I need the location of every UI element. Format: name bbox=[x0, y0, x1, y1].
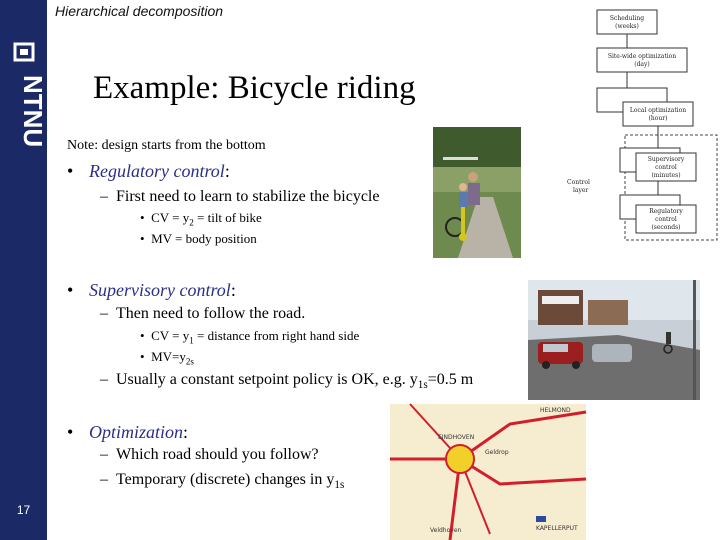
supervisory-heading: Supervisory control bbox=[89, 280, 231, 300]
note-text: Note: design starts from the bottom bbox=[67, 138, 266, 153]
svg-text:Local optimization: Local optimization bbox=[629, 107, 687, 114]
supervisory-sub-text: Then need to follow the road. bbox=[116, 305, 306, 322]
optimization-subpoint-1: – Which road should you follow? bbox=[100, 446, 319, 463]
colon: : bbox=[183, 422, 189, 442]
supervisory-mv: • $MV=y_{2s}$ bbox=[140, 349, 194, 367]
svg-text:Control: Control bbox=[567, 179, 590, 186]
regulatory-mv: • MV = body position bbox=[140, 231, 257, 246]
bullet-icon: • bbox=[67, 161, 74, 181]
bullet-icon: • bbox=[67, 422, 74, 442]
cv-desc: = distance from right hand side bbox=[193, 328, 360, 343]
bullet-optimization bbox=[67, 422, 188, 443]
slide-title: Example: Bicycle riding bbox=[93, 70, 416, 106]
mv-subscript: 2s bbox=[185, 356, 194, 367]
svg-text:(day): (day) bbox=[634, 61, 650, 68]
supervisory-cv: • CV = $y_1$ = distance from right hand side bbox=[140, 328, 360, 346]
sidebar bbox=[0, 0, 47, 540]
optimization-subscript: 1s bbox=[334, 479, 345, 492]
map-label: EINDHOVEN bbox=[438, 434, 475, 441]
colon: : bbox=[224, 161, 230, 181]
supervisory-subpoint: – Then need to follow the road. bbox=[100, 305, 306, 322]
map-label: HELMOND bbox=[540, 407, 571, 414]
regulatory-subpoint: – First need to learn to stabilize the bicycle bbox=[100, 188, 380, 205]
svg-text:control: control bbox=[655, 216, 677, 223]
svg-text:control: control bbox=[655, 164, 677, 171]
cv-subscript: 2 bbox=[189, 217, 194, 228]
policy-value: =0.5 m bbox=[427, 371, 474, 388]
mv-text: MV = body position bbox=[151, 231, 257, 246]
ntnu-logo bbox=[6, 40, 48, 170]
control-hierarchy-diagram bbox=[560, 0, 720, 245]
optimization-sub2-text: Temporary (discrete) changes in y bbox=[116, 471, 335, 488]
optimization-heading: Optimization bbox=[89, 422, 184, 442]
svg-text:Regulatory: Regulatory bbox=[649, 208, 683, 215]
road-photo bbox=[528, 280, 700, 400]
policy-text: Usually a constant setpoint policy is OK, e.g. y bbox=[116, 371, 418, 388]
svg-text:(minutes): (minutes) bbox=[651, 172, 681, 179]
svg-text:Scheduling: Scheduling bbox=[609, 15, 645, 22]
map-label: Geldrop bbox=[485, 449, 509, 456]
bicycle-learning-photo bbox=[433, 127, 521, 258]
regulatory-cv: • CV = $y_2$ = tilt of bike bbox=[140, 210, 262, 228]
colon: : bbox=[230, 280, 236, 300]
mv-label: MV=y bbox=[151, 349, 186, 364]
svg-text:(weeks): (weeks) bbox=[615, 23, 639, 30]
road-map bbox=[390, 404, 586, 540]
policy-subscript: 1s bbox=[417, 379, 428, 392]
svg-text:(seconds): (seconds) bbox=[651, 224, 681, 231]
optimization-sub1-text: Which road should you follow? bbox=[116, 446, 319, 463]
cv-subscript: 1 bbox=[189, 335, 194, 346]
map-label: Veldhoven bbox=[430, 527, 462, 534]
bullet-supervisory bbox=[67, 280, 236, 301]
bullet-regulatory bbox=[67, 161, 230, 182]
svg-text:(hour): (hour) bbox=[648, 115, 668, 122]
svg-text:layer: layer bbox=[573, 187, 589, 194]
cv-label: CV = y bbox=[151, 328, 190, 343]
cv-desc: = tilt of bike bbox=[193, 210, 262, 225]
svg-text:Supervisory: Supervisory bbox=[647, 156, 685, 163]
section-topic: Hierarchical decomposition bbox=[55, 3, 224, 19]
regulatory-heading: Regulatory control bbox=[89, 161, 225, 181]
svg-text:Site-wide optimization: Site-wide optimization bbox=[607, 53, 677, 60]
regulatory-sub-text: First need to learn to stabilize the bicycle bbox=[116, 188, 380, 205]
map-label: KAPELLERPUT bbox=[536, 525, 578, 532]
bullet-icon: • bbox=[67, 280, 74, 300]
page-number: 17 bbox=[16, 503, 31, 517]
optimization-subpoint-2: – Temporary (discrete) changes in $y_{1s}$ bbox=[100, 471, 345, 492]
svg-text:NTNU: NTNU bbox=[18, 75, 48, 148]
cv-label: CV = y bbox=[151, 210, 190, 225]
supervisory-policy: – Usually a constant setpoint policy is OK, e.g. $y_{1s}=0.5$ m bbox=[100, 371, 474, 392]
